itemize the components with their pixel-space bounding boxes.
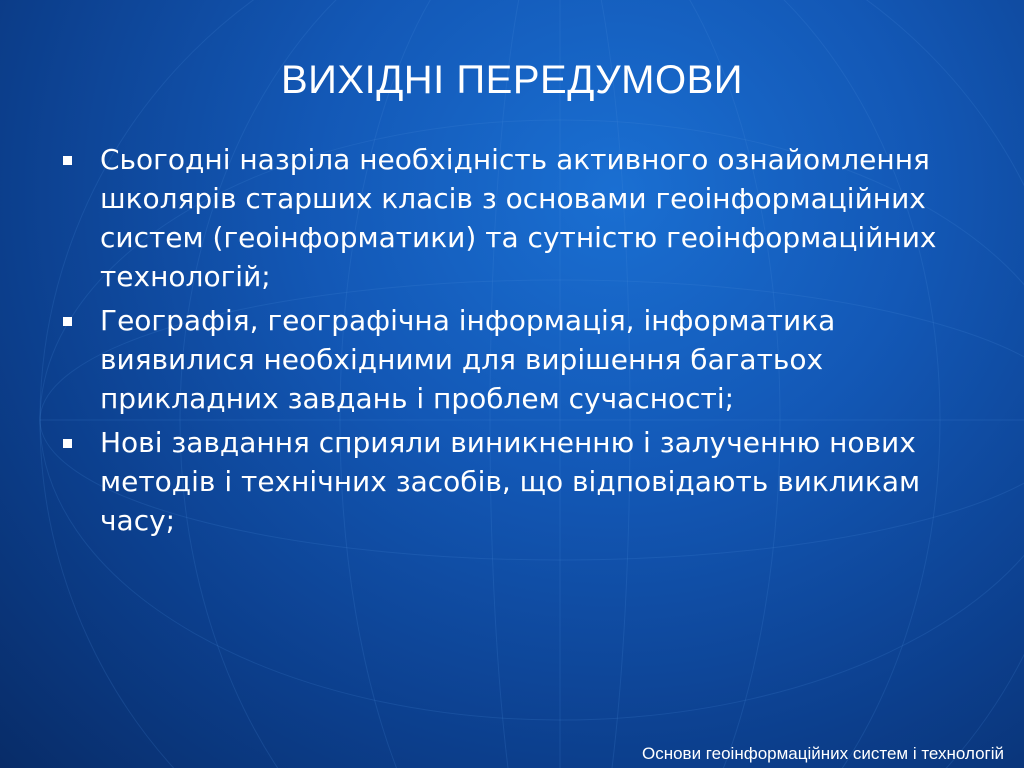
bullet-text: Нові завдання сприяли виникненню і залученню нових методів і технічних засобів, що відповідають викликам часу; (100, 426, 921, 537)
slide-title: ВИХІДНІ ПЕРЕДУМОВИ (280, 58, 744, 102)
square-bullet-icon (63, 156, 72, 165)
bullet-item (60, 140, 980, 296)
bullet-item (60, 423, 980, 540)
bullet-text: Географія, географічна інформація, інформатика виявилися необхідними для вирішення багатьох прикладних завдань і проблем сучасності; (100, 304, 836, 415)
square-bullet-icon (63, 439, 72, 448)
bullet-list (60, 140, 980, 545)
bullet-item (60, 301, 980, 418)
bullet-text: Сьогодні назріла необхідність активного ознайомлення школярів старших класів з основами геоінформаційних систем (геоінформатики) та сутністю геоінформаційних технологій; (100, 143, 937, 293)
square-bullet-icon (63, 317, 72, 326)
slide-footer: Основи геоінформаційних систем і технологій (641, 744, 1004, 763)
